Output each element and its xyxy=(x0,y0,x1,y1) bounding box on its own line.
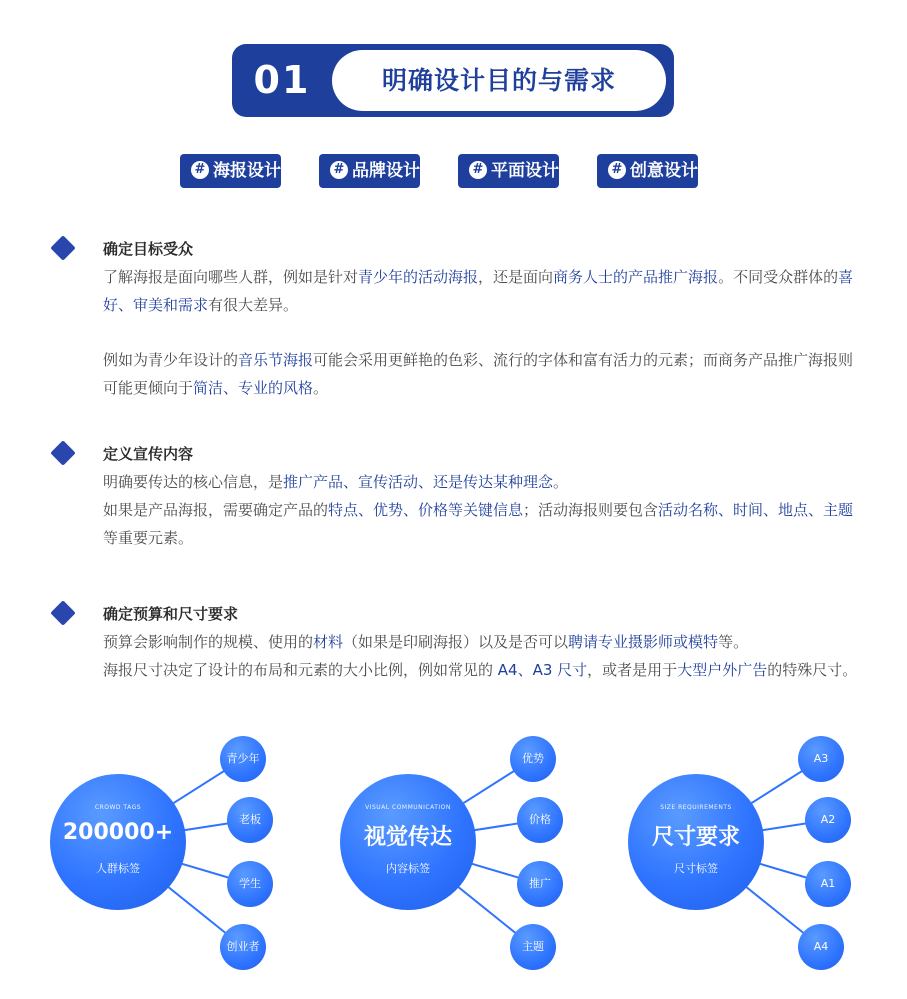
tag-circle: 创业者 xyxy=(220,924,266,970)
tag-graphic-design xyxy=(458,154,559,188)
circle-subtitle: 内容标签 xyxy=(386,862,430,875)
section-paragraph xyxy=(103,468,863,496)
tag-brand-design xyxy=(319,154,420,188)
highlight-text: 喜好、审美和需求 xyxy=(103,268,854,314)
visual-communication-diagram xyxy=(340,722,640,992)
body-text: 等重要元素。 xyxy=(103,529,194,547)
tag-circle: A2 xyxy=(805,797,851,843)
section-heading: 确定目标受众 xyxy=(103,240,194,258)
tag-circle: A3 xyxy=(798,736,844,782)
highlight-text: 简洁、专业的风格 xyxy=(193,379,314,397)
section-paragraph xyxy=(103,346,863,402)
highlight-text: 推广产品、宣传活动、还是传达某种理念 xyxy=(283,473,554,491)
section-paragraph xyxy=(103,496,863,552)
circle-title: 视觉传达 xyxy=(363,825,452,850)
hash-icon: # xyxy=(330,161,348,179)
highlight-text: A4、A3 尺寸 xyxy=(497,661,588,679)
body-text: ；活动海报则要包含 xyxy=(523,501,659,519)
body-text: 明确要传达的核心信息，是 xyxy=(103,473,284,491)
tag-circle: 优势 xyxy=(510,736,556,782)
section-heading: 定义宣传内容 xyxy=(103,445,194,463)
body-text: 了解海报是面向哪些人群，例如是针对 xyxy=(103,268,359,286)
circle-caption: VISUAL COMMUNICATION xyxy=(365,804,451,811)
highlight-text: 青少年的活动海报 xyxy=(358,268,479,286)
highlight-text: 特点、优势、价格等关键信息 xyxy=(328,501,524,519)
tag-circle: 青少年 xyxy=(220,736,266,782)
body-text: ，或者是用于 xyxy=(587,661,678,679)
highlight-text: 商务人士的产品推广海报 xyxy=(553,268,719,286)
body-text: 例如为青少年设计的 xyxy=(103,351,239,369)
highlight-text: 音乐节海报 xyxy=(238,351,314,369)
body-text: 。 xyxy=(313,379,329,397)
hash-icon: # xyxy=(191,161,209,179)
diamond-bullet-icon xyxy=(50,600,75,625)
circle-title: 尺寸要求 xyxy=(651,825,740,850)
diamond-bullet-icon xyxy=(50,440,75,465)
tag-poster-design xyxy=(180,154,281,188)
main-circle xyxy=(50,774,186,910)
circle-caption: SIZE REQUIREMENTS xyxy=(660,804,732,811)
tag-label: 平面设计 xyxy=(491,161,559,181)
section-title: 明确设计目的与需求 xyxy=(332,50,666,111)
tag-circle: 老板 xyxy=(227,797,273,843)
tag-creative-design xyxy=(597,154,698,188)
section-paragraph xyxy=(103,656,863,684)
main-circle xyxy=(340,774,476,910)
highlight-text: 材料 xyxy=(313,633,344,651)
body-text: 预算会影响制作的规模、使用的 xyxy=(103,633,314,651)
body-text: 海报尺寸决定了设计的布局和元素的大小比例，例如常见的 xyxy=(103,661,498,679)
circle-subtitle: 人群标签 xyxy=(96,862,140,875)
section-header xyxy=(232,44,674,117)
section-number: 01 xyxy=(253,58,311,102)
body-text: 。 xyxy=(553,473,569,491)
circle-caption: CROWD TAGS xyxy=(94,804,142,811)
crowd-tags-diagram xyxy=(50,722,350,992)
section-heading: 确定预算和尺寸要求 xyxy=(103,605,239,623)
body-text: ，还是面向 xyxy=(478,268,554,286)
section-paragraph xyxy=(103,628,863,656)
tag-circle: A1 xyxy=(805,861,851,907)
body-text: 有很大差异。 xyxy=(208,296,299,314)
size-requirements-diagram xyxy=(628,722,907,992)
tag-circle: 主题 xyxy=(510,924,556,970)
tag-label: 海报设计 xyxy=(213,161,281,181)
body-text: 。不同受众群体的 xyxy=(718,268,839,286)
tag-circle: 价格 xyxy=(517,797,563,843)
tag-circle: A4 xyxy=(798,924,844,970)
body-text: 等。 xyxy=(718,633,749,651)
tag-circle: 学生 xyxy=(227,861,273,907)
hash-icon: # xyxy=(469,161,487,179)
body-text: 的特殊尺寸。 xyxy=(767,661,858,679)
body-text: 如果是产品海报，需要确定产品的 xyxy=(103,501,329,519)
highlight-text: 活动名称、时间、地点、主题 xyxy=(658,501,854,519)
circle-subtitle: 尺寸标签 xyxy=(674,862,718,875)
section-paragraph xyxy=(103,263,863,319)
tag-label: 品牌设计 xyxy=(352,161,420,181)
main-circle xyxy=(628,774,764,910)
body-text: （如果是印刷海报）以及是否可以 xyxy=(343,633,569,651)
highlight-text: 大型户外广告 xyxy=(677,661,768,679)
tag-circle: 推广 xyxy=(517,861,563,907)
tag-label: 创意设计 xyxy=(630,161,698,181)
body-text: 可能会采用更鲜艳的色彩、流行的字体和富有活力的元素；而商务产品推广海报则可能更倾向于 xyxy=(103,351,854,397)
highlight-text: 聘请专业摄影师或模特 xyxy=(568,633,719,651)
hash-icon: # xyxy=(608,161,626,179)
circle-title: 200000+ xyxy=(62,820,174,845)
diamond-bullet-icon xyxy=(50,235,75,260)
